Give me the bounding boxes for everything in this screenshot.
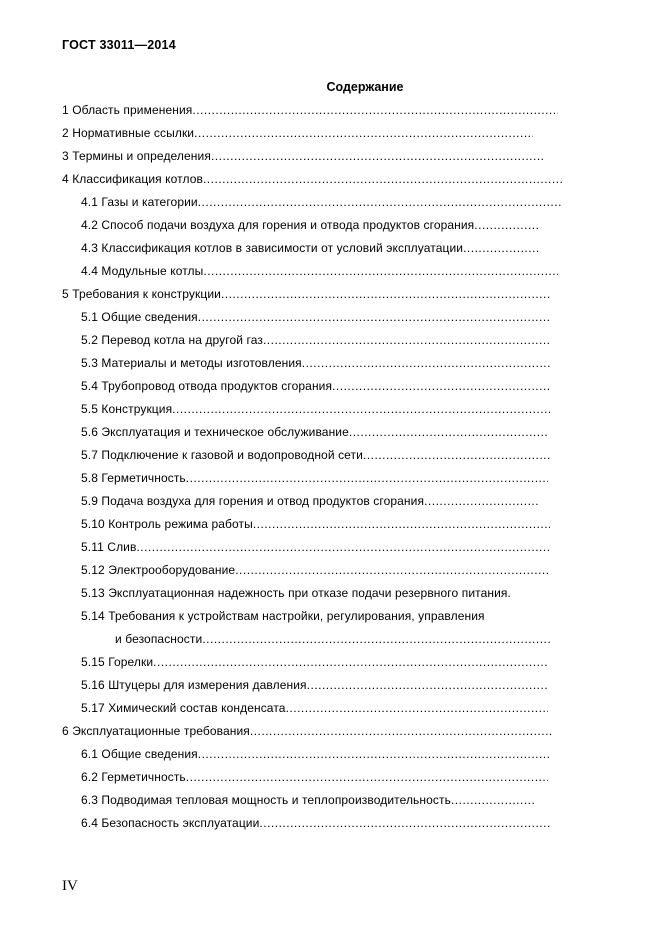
toc-leader-dots bbox=[211, 147, 543, 165]
toc-entry bbox=[0, 262, 661, 285]
toc-entry bbox=[0, 745, 661, 768]
toc-entry-line bbox=[81, 331, 550, 349]
toc-entry-label: 5.14 Требования к устройствам настройки, регулирования, управления bbox=[81, 609, 485, 623]
toc-entry bbox=[0, 285, 661, 308]
table-of-contents bbox=[0, 101, 661, 837]
toc-leader-dots bbox=[363, 446, 550, 464]
toc-entry-label: 5.6 Эксплуатация и техническое обслуживание bbox=[81, 425, 349, 439]
document-code: ГОСТ 33011—2014 bbox=[62, 38, 176, 52]
toc-entry-label: 1 Область применения bbox=[62, 103, 193, 117]
toc-entry-label: 4.4 Модульные котлы bbox=[81, 264, 204, 278]
toc-entry-label: 5.17 Химический состав конденсата bbox=[81, 701, 286, 715]
toc-entry bbox=[0, 653, 661, 676]
toc-entry-line bbox=[81, 423, 548, 441]
toc-entry-label: 5.1 Общие сведения bbox=[81, 310, 198, 324]
toc-entry bbox=[0, 193, 661, 216]
toc-leader-dots bbox=[194, 124, 533, 142]
toc-entry-label: 3 Термины и определения bbox=[62, 149, 211, 163]
toc-entry bbox=[0, 538, 661, 561]
toc-entry bbox=[0, 308, 661, 331]
toc-leader-dots bbox=[235, 561, 550, 579]
toc-entry-line bbox=[62, 101, 558, 119]
toc-leader-dots bbox=[202, 630, 550, 648]
toc-entry bbox=[0, 722, 661, 745]
toc-entry-label: 5.3 Материалы и методы изготовления bbox=[81, 356, 302, 370]
toc-entry bbox=[0, 630, 661, 653]
toc-leader-dots bbox=[302, 354, 550, 372]
toc-entry-line bbox=[81, 446, 550, 464]
toc-entry bbox=[0, 469, 661, 492]
toc-entry-line bbox=[81, 791, 536, 809]
toc-leader-dots bbox=[424, 492, 540, 510]
toc-entry-line bbox=[81, 400, 550, 418]
toc-leader-dots bbox=[259, 814, 550, 832]
toc-leader-dots bbox=[253, 515, 550, 533]
toc-entry-line bbox=[81, 262, 558, 280]
toc-leader-dots bbox=[153, 653, 548, 671]
toc-entry-line bbox=[81, 538, 550, 556]
toc-entry-label: 5.13 Эксплуатационная надежность при отказе подачи резервного питания. bbox=[81, 586, 511, 600]
toc-entry bbox=[0, 170, 661, 193]
toc-entry bbox=[0, 561, 661, 584]
toc-entry bbox=[0, 354, 661, 377]
toc-entry-line bbox=[81, 239, 540, 257]
toc-leader-dots bbox=[198, 745, 550, 763]
toc-entry-label: и безопасности bbox=[115, 632, 203, 646]
toc-entry-line bbox=[81, 515, 550, 533]
toc-entry bbox=[0, 377, 661, 400]
toc-entry-line bbox=[81, 653, 548, 671]
toc-leader-dots bbox=[186, 469, 548, 487]
toc-entry-line bbox=[81, 216, 540, 234]
toc-leader-dots bbox=[451, 791, 536, 809]
toc-entry-line bbox=[62, 124, 533, 142]
toc-entry-label: 6.2 Герметичность bbox=[81, 770, 186, 784]
toc-entry-label: 5.5 Конструкция bbox=[81, 402, 173, 416]
toc-entry bbox=[0, 584, 661, 607]
toc-entry-line bbox=[81, 607, 485, 625]
toc-entry bbox=[0, 515, 661, 538]
toc-entry-line bbox=[81, 676, 548, 694]
toc-leader-dots bbox=[463, 239, 540, 257]
toc-entry-label: 5.4 Трубопровод отвода продуктов сгорания bbox=[81, 379, 333, 393]
toc-entry bbox=[0, 492, 661, 515]
toc-entry-label: 6 Эксплуатационные требования bbox=[62, 724, 250, 738]
toc-entry-label: 5.7 Подключение к газовой и водопроводной сети bbox=[81, 448, 363, 462]
toc-leader-dots bbox=[307, 676, 548, 694]
toc-entry bbox=[0, 768, 661, 791]
toc-leader-dots bbox=[332, 377, 550, 395]
toc-entry-label: 4.3 Классификация котлов в зависимости от условий эксплуатации bbox=[81, 241, 464, 255]
toc-entry-label: 4.2 Способ подачи воздуха для горения и отвода продуктов сгорания bbox=[81, 218, 475, 232]
toc-leader-dots bbox=[192, 101, 558, 119]
toc-entry-line bbox=[81, 745, 550, 763]
toc-leader-dots bbox=[349, 423, 548, 441]
toc-entry-line bbox=[81, 561, 550, 579]
toc-entry-label: 5.2 Перевод котла на другой газ bbox=[81, 333, 263, 347]
toc-heading: Содержание bbox=[326, 80, 404, 94]
toc-entry bbox=[0, 446, 661, 469]
toc-entry bbox=[0, 676, 661, 699]
toc-leader-dots bbox=[474, 216, 540, 234]
page-number: IV bbox=[62, 878, 78, 894]
toc-entry bbox=[0, 423, 661, 446]
toc-entry-label: 5.15 Горелки bbox=[81, 655, 154, 669]
toc-entry-line bbox=[62, 170, 563, 188]
toc-entry bbox=[0, 607, 661, 630]
toc-entry-label: 5 Требования к конструкции bbox=[62, 287, 221, 301]
toc-entry-line bbox=[81, 193, 563, 211]
toc-entry-line bbox=[81, 814, 550, 832]
toc-leader-dots bbox=[198, 308, 550, 326]
toc-entry-label: 5.10 Контроль режима работы bbox=[81, 517, 253, 531]
toc-entry-label: 6.1 Общие сведения bbox=[81, 747, 198, 761]
toc-entry-label: 4 Классификация котлов bbox=[62, 172, 203, 186]
toc-entry bbox=[0, 400, 661, 423]
toc-entry-label: 6.4 Безопасность эксплуатации bbox=[81, 816, 260, 830]
toc-entry bbox=[0, 791, 661, 814]
toc-entry-line bbox=[81, 469, 548, 487]
toc-entry-label: 2 Нормативные ссылки bbox=[62, 126, 195, 140]
toc-entry-line bbox=[62, 147, 543, 165]
toc-leader-dots bbox=[198, 193, 563, 211]
toc-entry bbox=[0, 239, 661, 262]
toc-entry-label: 4.1 Газы и категории bbox=[81, 195, 198, 209]
toc-leader-dots bbox=[203, 262, 558, 280]
toc-entry bbox=[0, 216, 661, 239]
toc-entry-line bbox=[81, 308, 550, 326]
toc-entry-label: 5.11 Слив bbox=[81, 540, 137, 554]
toc-leader-dots bbox=[250, 722, 553, 740]
toc-entry bbox=[0, 814, 661, 837]
toc-entry-line bbox=[81, 377, 550, 395]
toc-entry-label: 5.16 Штуцеры для измерения давления bbox=[81, 678, 307, 692]
toc-entry bbox=[0, 699, 661, 722]
toc-leader-dots bbox=[203, 170, 563, 188]
toc-entry-line bbox=[62, 722, 553, 740]
toc-entry-line bbox=[81, 584, 511, 602]
toc-entry-label: 6.3 Подводимая тепловая мощность и теплопроизводительность bbox=[81, 793, 451, 807]
toc-leader-dots bbox=[172, 400, 550, 418]
toc-entry-line bbox=[62, 285, 550, 303]
toc-entry bbox=[0, 147, 661, 170]
toc-entry bbox=[0, 331, 661, 354]
toc-leader-dots bbox=[286, 699, 548, 717]
toc-leader-dots bbox=[263, 331, 550, 349]
toc-entry-label: 5.8 Герметичность bbox=[81, 471, 186, 485]
toc-leader-dots bbox=[186, 768, 548, 786]
toc-leader-dots bbox=[136, 538, 550, 556]
toc-entry-line bbox=[81, 768, 548, 786]
toc-entry-line bbox=[115, 630, 550, 648]
toc-entry bbox=[0, 124, 661, 147]
toc-entry-line bbox=[81, 354, 550, 372]
toc-entry-label: 5.9 Подача воздуха для горения и отвод продуктов сгорания bbox=[81, 494, 425, 508]
toc-entry-line bbox=[81, 492, 540, 510]
toc-leader-dots bbox=[221, 285, 550, 303]
toc-entry-label: 5.12 Электрооборудование bbox=[81, 563, 236, 577]
toc-entry-line bbox=[81, 699, 548, 717]
toc-entry bbox=[0, 101, 661, 124]
